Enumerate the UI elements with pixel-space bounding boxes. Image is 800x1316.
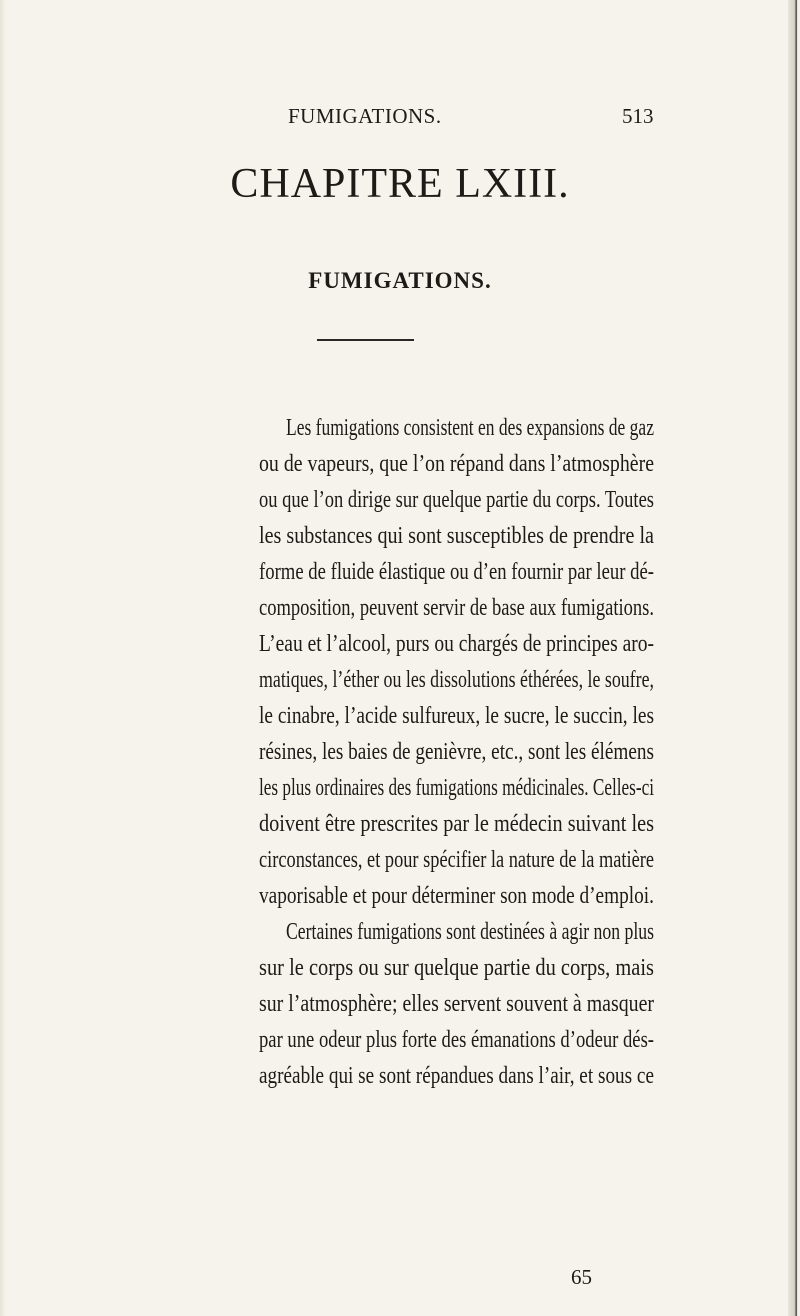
text-line: composition, peuvent servir de base aux fumigations. [259, 595, 654, 621]
text-line: Certaines fumigations sont destinées à agir non plus [286, 919, 654, 945]
signature-mark: 65 [571, 1265, 592, 1289]
text-line: agréable qui se sont répandues dans l’air, et sous ce [259, 1063, 654, 1089]
text-line: Les fumigations consistent en des expansions de gaz [286, 415, 654, 441]
text-line: doivent être prescrites par le médecin suivant les [259, 811, 654, 837]
page-number: 513 [622, 104, 654, 128]
text-line: sur l’atmosphère; elles servent souvent à masquer [259, 991, 655, 1017]
text-line: circonstances, et pour spécifier la nature de la matière [259, 847, 655, 873]
running-head [0, 104, 800, 134]
text-line: le cinabre, l’acide sulfureux, le sucre, le succin, les [259, 703, 655, 729]
text-line: par une odeur plus forte des émanations d’odeur dés- [259, 1027, 655, 1053]
chapter-title: CHAPITRE LXIII. [230, 161, 570, 207]
text-line: les substances qui sont susceptibles de prendre la [259, 523, 654, 549]
text-line: matiques, l’éther ou les dissolutions éthérées, le soufre, [259, 667, 654, 693]
text-line: sur le corps ou sur quelque partie du corps, mais [259, 955, 655, 981]
text-line: vaporisable et pour déterminer son mode d’emploi. [259, 883, 654, 909]
text-line: ou que l’on dirige sur quelque partie du corps. Toutes [259, 487, 654, 513]
text-line: les plus ordinaires des fumigations médicinales. Celles-ci [259, 775, 654, 801]
text-line: forme de fluide élastique ou d’en fournir par leur dé- [259, 559, 655, 585]
text-line: L’eau et l’alcool, purs ou chargés de principes aro- [259, 631, 654, 657]
text-line: ou de vapeurs, que l’on répand dans l’atmosphère [259, 451, 655, 477]
text-line: résines, les baies de genièvre, etc., sont les élémens [259, 739, 654, 765]
section-title: FUMIGATIONS. [308, 268, 492, 293]
title-rule [317, 339, 414, 341]
running-title: FUMIGATIONS. [288, 104, 442, 128]
